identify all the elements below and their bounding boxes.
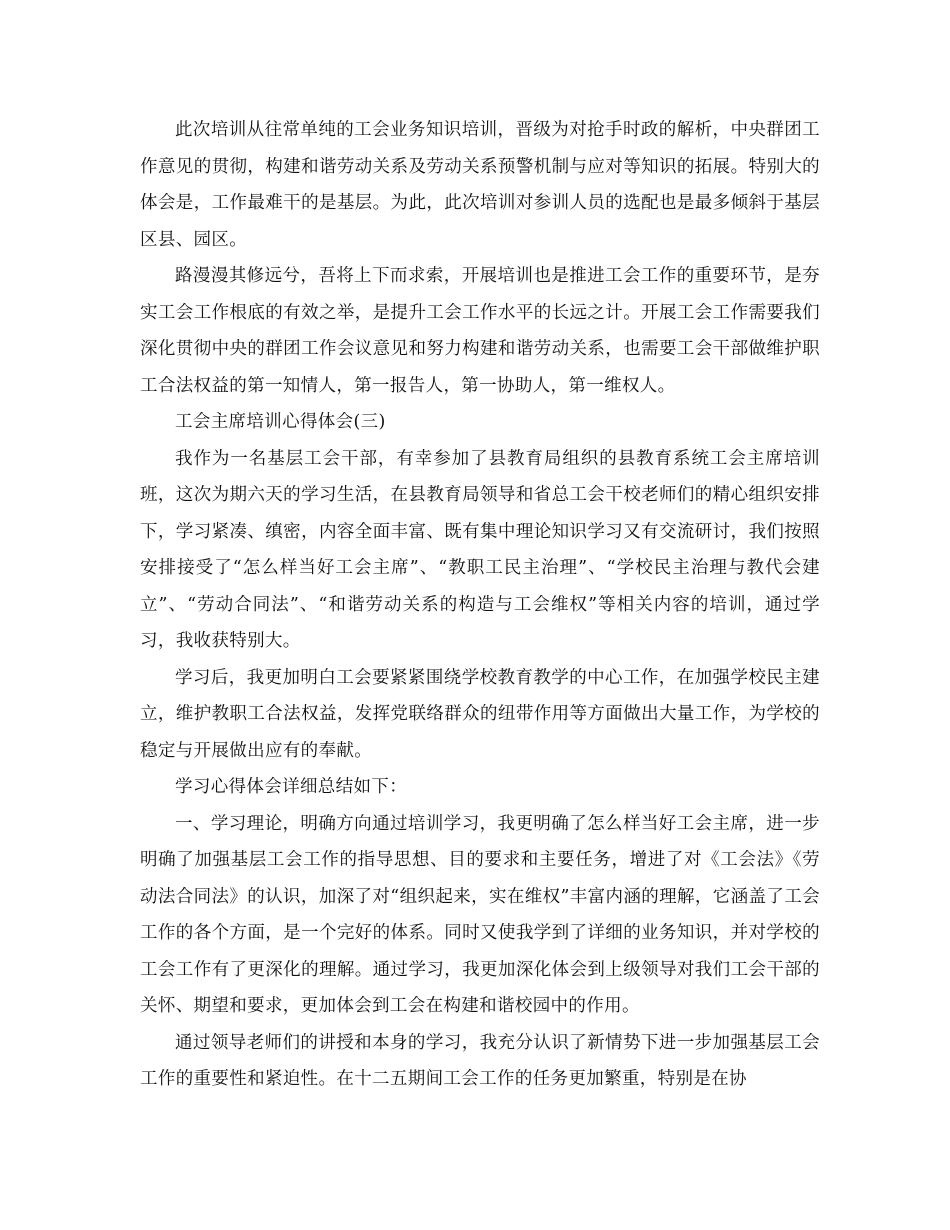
paragraph-5: 学习心得体会详细总结如下： [175,777,408,797]
paragraph-4: 学习后，我更加明白工会要紧紧围绕学校教育教学的中心工作，在加强学校民主建立，维护教职工合法权益，发挥党联络群众的纽带作用等方面做出大量工作，为学校的稳定与开展做出应有的奉献。 [140,667,820,761]
section-heading: 工会主席培训心得体会(三) [175,412,386,432]
paragraph-7: 通过领导老师们的讲授和本身的学习，我充分认识了新情势下进一步加强基层工会工作的重要性和紧迫性。在十二五期间工会工作的任务更加繁重，特别是在协 [140,1032,820,1089]
paragraph-6: 一、学习理论，明确方向通过培训学习，我更明确了怎么样当好工会主席，进一步明确了加强基层工会工作的指导思想、目的要求和主要任务，增进了对《工会法》《劳动法合同法》的认识，加深了对“组织起来，实在维权”丰富内涵的理解，它涵盖了工会工作的各个方面，是一个完好的体系。同时又使我学到了详细的业务知识，并对学校的工会工作有了更深化的理解。通过学习，我更加深化体会到上级领导对我们工会干部的关怀、期望和要求，更加体会到工会在构建和谐校园中的作用。 [140,813,820,1016]
document-body [140,112,820,1098]
paragraph-3: 我作为一名基层工会干部，有幸参加了县教育局组织的县教育系统工会主席培训班，这次为期六天的学习生活，在县教育局领导和省总工会干校老师们的精心组织安排下，学习紧凑、缜密，内容全面丰富、既有集中理论知识学习又有交流研讨，我们按照安排接受了“怎么样当好工会主席”、“教职工民主治理”、“学校民主治理与教代会建立”、“劳动合同法”、“和谐劳动关系的构造与工会维权”等相关内容的培训，通过学习，我收获特别大。 [140,448,820,651]
paragraph-2: 路漫漫其修远兮，吾将上下而求索，开展培训也是推进工会工作的重要环节，是夯实工会工作根底的有效之举，是提升工会工作水平的长远之计。开展工会工作需要我们深化贯彻中央的群团工作会议意见和努力构建和谐劳动关系，也需要工会干部做维护职工合法权益的第一知情人，第一报告人，第一协助人，第一维权人。 [140,266,820,396]
paragraph-1: 此次培训从往常单纯的工会业务知识培训，晋级为对抢手时政的解析，中央群团工作意见的贯彻，构建和谐劳动关系及劳动关系预警机制与应对等知识的拓展。特别大的体会是，工作最难干的是基层。为此，此次培训对参训人员的选配也是最多倾斜于基层区县、园区。 [140,120,820,250]
